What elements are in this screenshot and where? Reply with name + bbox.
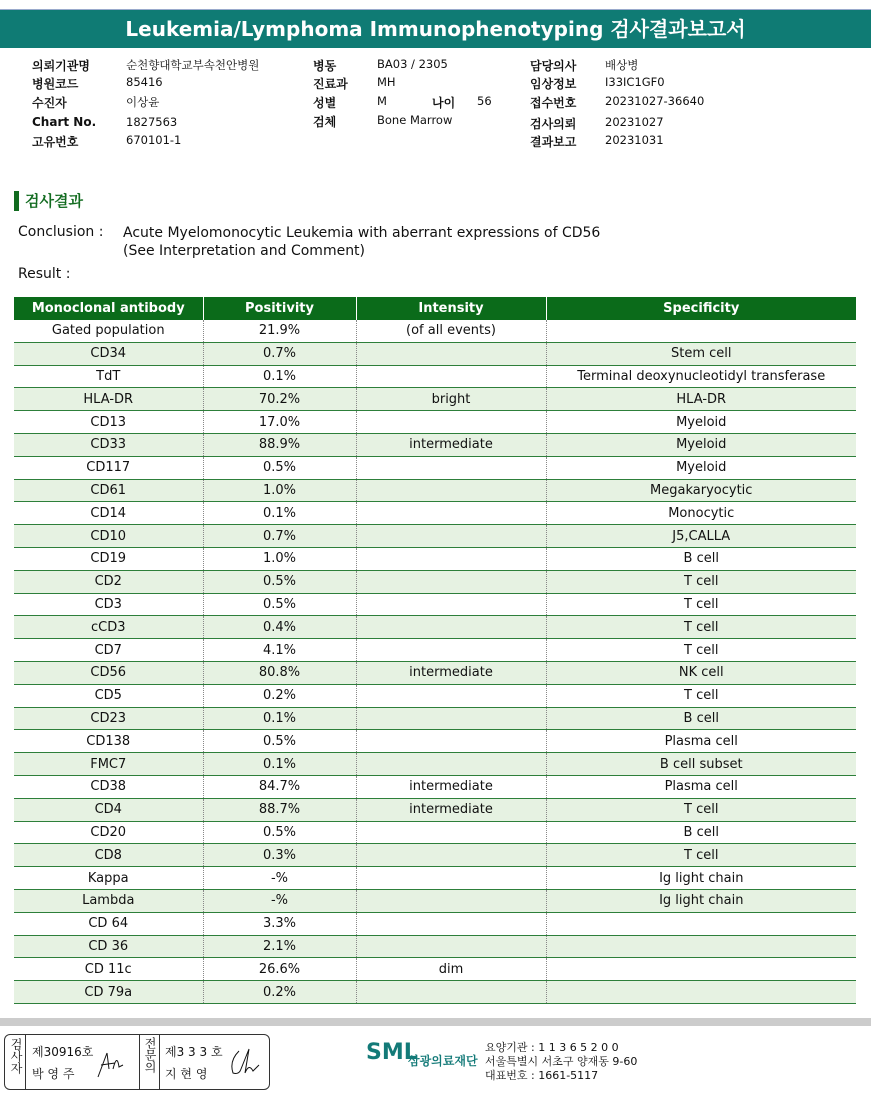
- antibody-cell: CD14: [14, 502, 203, 525]
- intensity-cell: [356, 525, 546, 548]
- table-row: [14, 889, 856, 912]
- positivity-cell: 84.7%: [203, 775, 356, 798]
- positivity-cell: 0.3%: [203, 844, 356, 867]
- table-row: [14, 639, 856, 662]
- info-value: 20231027: [605, 115, 664, 129]
- info-value: M: [377, 94, 387, 108]
- info-label: 병동: [313, 59, 337, 73]
- positivity-cell: 0.5%: [203, 593, 356, 616]
- antibody-cell: CD3: [14, 593, 203, 616]
- antibody-cell: CD61: [14, 479, 203, 502]
- intensity-cell: [356, 342, 546, 365]
- table-row: [14, 707, 856, 730]
- positivity-cell: 4.1%: [203, 639, 356, 662]
- section-title: 검사결과: [14, 191, 83, 211]
- info-value: 이상윤: [126, 95, 160, 109]
- antibody-cell: CD117: [14, 456, 203, 479]
- positivity-cell: 0.2%: [203, 981, 356, 1004]
- specificity-cell: Ig light chain: [546, 889, 856, 912]
- table-row: [14, 958, 856, 981]
- table-row: [14, 320, 856, 342]
- antibody-cell: CD2: [14, 570, 203, 593]
- info-value: 85416: [126, 75, 163, 89]
- intensity-cell: intermediate: [356, 798, 546, 821]
- specificity-cell: Myeloid: [546, 433, 856, 456]
- signature-box: [4, 1034, 270, 1090]
- table-row: [14, 433, 856, 456]
- table-row: [14, 753, 856, 776]
- positivity-cell: 0.1%: [203, 502, 356, 525]
- positivity-cell: 0.2%: [203, 684, 356, 707]
- positivity-cell: 1.0%: [203, 479, 356, 502]
- info-value: 배상병: [605, 58, 639, 72]
- table-row: [14, 661, 856, 684]
- info-label: Chart No.: [32, 115, 97, 129]
- antibody-cell: CD10: [14, 525, 203, 548]
- info-label: 결과보고: [530, 135, 577, 149]
- info-label: 의뢰기관명: [32, 59, 90, 73]
- intensity-cell: dim: [356, 958, 546, 981]
- examiner-no: 제30916호: [32, 1045, 94, 1059]
- divider: [0, 1018, 871, 1026]
- intensity-cell: [356, 639, 546, 662]
- intensity-cell: [356, 889, 546, 912]
- specificity-cell: B cell: [546, 547, 856, 570]
- institution-code: 요양기관 : 1 1 3 6 5 2 0 0: [485, 1041, 619, 1054]
- specificity-cell: B cell subset: [546, 753, 856, 776]
- specificity-cell: B cell: [546, 821, 856, 844]
- age-value: 56: [477, 94, 492, 108]
- specificity-cell: Myeloid: [546, 411, 856, 434]
- antibody-cell: CD 36: [14, 935, 203, 958]
- table-row: [14, 935, 856, 958]
- table-row: [14, 547, 856, 570]
- specificity-cell: [546, 935, 856, 958]
- table-row: [14, 570, 856, 593]
- intensity-cell: [356, 593, 546, 616]
- specificity-cell: Terminal deoxynucleotidyl transferase: [546, 365, 856, 388]
- antibody-cell: CD23: [14, 707, 203, 730]
- positivity-cell: 0.1%: [203, 707, 356, 730]
- antibody-cell: HLA-DR: [14, 388, 203, 411]
- table-row: [14, 456, 856, 479]
- antibody-cell: FMC7: [14, 753, 203, 776]
- result-label: Result :: [18, 266, 71, 282]
- antibody-cell: CD4: [14, 798, 203, 821]
- intensity-cell: [356, 411, 546, 434]
- intensity-cell: [356, 981, 546, 1004]
- positivity-cell: 3.3%: [203, 912, 356, 935]
- positivity-cell: 0.1%: [203, 753, 356, 776]
- antibody-cell: TdT: [14, 365, 203, 388]
- antibody-cell: CD 79a: [14, 981, 203, 1004]
- positivity-cell: 21.9%: [203, 320, 356, 342]
- positivity-cell: 70.2%: [203, 388, 356, 411]
- positivity-cell: 0.5%: [203, 730, 356, 753]
- intensity-cell: [356, 502, 546, 525]
- antibody-cell: CD20: [14, 821, 203, 844]
- conclusion-line2: (See Interpretation and Comment): [123, 243, 366, 259]
- info-label: 성별: [313, 96, 337, 110]
- table-row: [14, 867, 856, 890]
- specificity-cell: B cell: [546, 707, 856, 730]
- positivity-cell: 88.9%: [203, 433, 356, 456]
- intensity-cell: [356, 730, 546, 753]
- results-table: [14, 297, 856, 1004]
- intensity-cell: intermediate: [356, 661, 546, 684]
- header-positivity: Positivity: [203, 297, 356, 320]
- doctor-no: 제3 3 3 호: [165, 1045, 223, 1059]
- specificity-cell: Plasma cell: [546, 730, 856, 753]
- specificity-cell: Stem cell: [546, 342, 856, 365]
- intensity-cell: bright: [356, 388, 546, 411]
- positivity-cell: -%: [203, 867, 356, 890]
- table-row: [14, 775, 856, 798]
- age-label: 나이: [432, 96, 456, 110]
- table-row: [14, 981, 856, 1004]
- positivity-cell: 0.4%: [203, 616, 356, 639]
- antibody-cell: CD8: [14, 844, 203, 867]
- specificity-cell: T cell: [546, 616, 856, 639]
- antibody-cell: CD13: [14, 411, 203, 434]
- positivity-cell: 0.5%: [203, 456, 356, 479]
- info-label: 임상정보: [530, 77, 577, 91]
- doctor-signature: [227, 1047, 263, 1077]
- table-row: [14, 479, 856, 502]
- positivity-cell: 80.8%: [203, 661, 356, 684]
- intensity-cell: intermediate: [356, 433, 546, 456]
- info-label: 담당의사: [530, 59, 577, 73]
- examiner-label: 검사자: [9, 1038, 23, 1074]
- antibody-cell: CD38: [14, 775, 203, 798]
- specificity-cell: T cell: [546, 593, 856, 616]
- positivity-cell: 26.6%: [203, 958, 356, 981]
- positivity-cell: 0.7%: [203, 525, 356, 548]
- antibody-cell: CD34: [14, 342, 203, 365]
- antibody-cell: CD33: [14, 433, 203, 456]
- specificity-cell: Myeloid: [546, 456, 856, 479]
- specificity-cell: [546, 981, 856, 1004]
- intensity-cell: intermediate: [356, 775, 546, 798]
- antibody-cell: CD138: [14, 730, 203, 753]
- info-label: 접수번호: [530, 96, 577, 110]
- intensity-cell: [356, 570, 546, 593]
- header-antibody: Monoclonal antibody: [14, 297, 203, 320]
- intensity-cell: [356, 456, 546, 479]
- intensity-cell: [356, 684, 546, 707]
- intensity-cell: [356, 365, 546, 388]
- org-address: [485, 1041, 637, 1083]
- info-value: 1827563: [126, 115, 178, 129]
- table-row: [14, 684, 856, 707]
- table-row: [14, 411, 856, 434]
- conclusion-label: Conclusion :: [18, 224, 104, 240]
- org-name: 삼광의료재단: [408, 1054, 478, 1068]
- info-value: 670101-1: [126, 133, 182, 147]
- intensity-cell: [356, 935, 546, 958]
- table-row: [14, 342, 856, 365]
- table-row: [14, 593, 856, 616]
- info-value: 20231027-36640: [605, 94, 705, 108]
- antibody-cell: cCD3: [14, 616, 203, 639]
- doctor-label: 전문의: [143, 1037, 157, 1073]
- intensity-cell: [356, 707, 546, 730]
- specificity-cell: [546, 958, 856, 981]
- header-specificity: Specificity: [546, 297, 856, 320]
- info-label: 진료과: [313, 77, 348, 91]
- specificity-cell: T cell: [546, 798, 856, 821]
- info-label: 검체: [313, 115, 337, 129]
- intensity-cell: [356, 821, 546, 844]
- table-row: [14, 844, 856, 867]
- address: 서울특별시 서초구 양재동 9-60: [485, 1055, 638, 1068]
- intensity-cell: (of all events): [356, 320, 546, 342]
- specificity-cell: T cell: [546, 844, 856, 867]
- positivity-cell: 88.7%: [203, 798, 356, 821]
- intensity-cell: [356, 753, 546, 776]
- table-row: [14, 365, 856, 388]
- specificity-cell: Megakaryocytic: [546, 479, 856, 502]
- intensity-cell: [356, 616, 546, 639]
- intensity-cell: [356, 479, 546, 502]
- antibody-cell: CD 64: [14, 912, 203, 935]
- info-value: BA03 / 2305: [377, 57, 448, 71]
- doctor-name: 지 현 영: [165, 1067, 208, 1081]
- info-value: I33IC1GF0: [605, 75, 665, 89]
- table-row: [14, 525, 856, 548]
- table-row: [14, 388, 856, 411]
- intensity-cell: [356, 912, 546, 935]
- info-value: MH: [377, 75, 396, 89]
- positivity-cell: -%: [203, 889, 356, 912]
- info-value: Bone Marrow: [377, 113, 453, 127]
- table-row: [14, 821, 856, 844]
- positivity-cell: 0.5%: [203, 570, 356, 593]
- table-row: [14, 730, 856, 753]
- antibody-cell: CD 11c: [14, 958, 203, 981]
- phone: 대표번호 : 1661-5117: [485, 1069, 599, 1082]
- table-row: [14, 798, 856, 821]
- specificity-cell: J5,CALLA: [546, 525, 856, 548]
- info-value: 순천향대학교부속천안병원: [126, 58, 260, 72]
- specificity-cell: NK cell: [546, 661, 856, 684]
- antibody-cell: CD7: [14, 639, 203, 662]
- positivity-cell: 0.5%: [203, 821, 356, 844]
- specificity-cell: Ig light chain: [546, 867, 856, 890]
- header-intensity: Intensity: [356, 297, 546, 320]
- specificity-cell: Monocytic: [546, 502, 856, 525]
- antibody-cell: Gated population: [14, 320, 203, 342]
- sml-logo: SML: [366, 1040, 418, 1065]
- positivity-cell: 1.0%: [203, 547, 356, 570]
- intensity-cell: [356, 844, 546, 867]
- info-value: 20231031: [605, 133, 664, 147]
- specificity-cell: T cell: [546, 639, 856, 662]
- info-label: 병원코드: [32, 77, 79, 91]
- report-title: Leukemia/Lymphoma Immunophenotyping 검사결과보고서: [0, 9, 871, 48]
- intensity-cell: [356, 547, 546, 570]
- positivity-cell: 2.1%: [203, 935, 356, 958]
- specificity-cell: Plasma cell: [546, 775, 856, 798]
- specificity-cell: HLA-DR: [546, 388, 856, 411]
- examiner-name: 박 영 주: [32, 1067, 75, 1081]
- specificity-cell: [546, 912, 856, 935]
- antibody-cell: Kappa: [14, 867, 203, 890]
- positivity-cell: 0.7%: [203, 342, 356, 365]
- positivity-cell: 17.0%: [203, 411, 356, 434]
- info-label: 검사의뢰: [530, 117, 577, 131]
- examiner-signature: [95, 1049, 127, 1079]
- specificity-cell: T cell: [546, 570, 856, 593]
- table-row: [14, 616, 856, 639]
- specificity-cell: [546, 320, 856, 342]
- specificity-cell: T cell: [546, 684, 856, 707]
- antibody-cell: CD19: [14, 547, 203, 570]
- positivity-cell: 0.1%: [203, 365, 356, 388]
- intensity-cell: [356, 867, 546, 890]
- antibody-cell: CD56: [14, 661, 203, 684]
- antibody-cell: CD5: [14, 684, 203, 707]
- table-row: [14, 502, 856, 525]
- info-label: 수진자: [32, 96, 67, 110]
- table-row: [14, 912, 856, 935]
- conclusion-line1: Acute Myelomonocytic Leukemia with aberrant expressions of CD56: [123, 225, 601, 241]
- info-label: 고유번호: [32, 135, 79, 149]
- antibody-cell: Lambda: [14, 889, 203, 912]
